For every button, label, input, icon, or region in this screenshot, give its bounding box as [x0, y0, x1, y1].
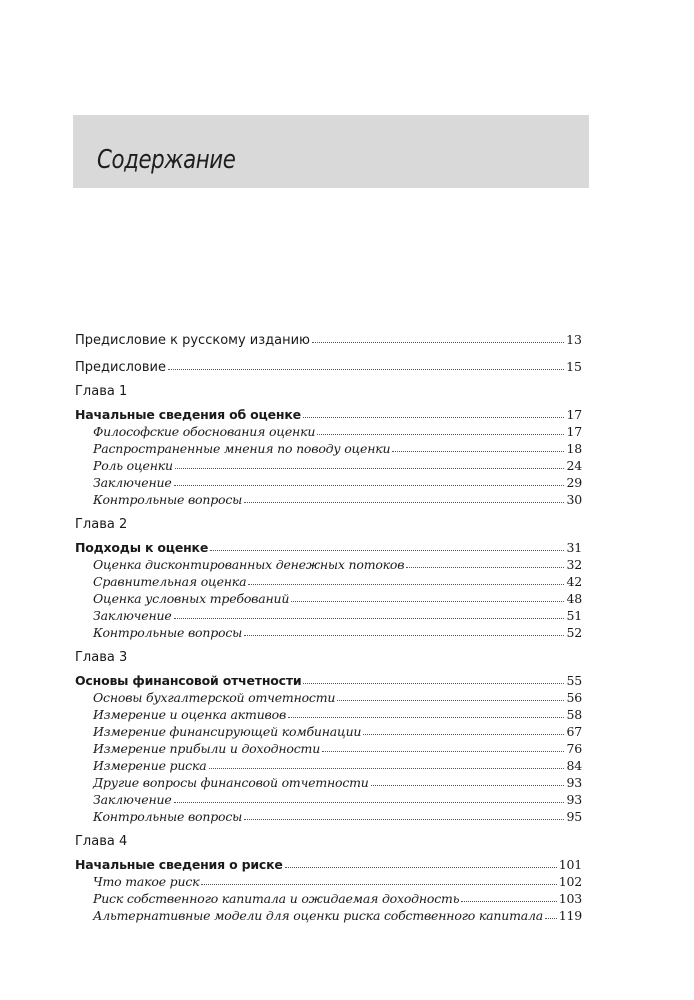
table-of-contents: [75, 330, 582, 925]
chapter-title: [75, 857, 582, 874]
section-entry: [75, 424, 582, 441]
entry-label: Роль оценки: [93, 458, 173, 473]
section-entry: [75, 724, 582, 741]
entry-label: Альтернативные модели для оценки риска собственного капитала: [93, 908, 543, 923]
section-entry: [75, 775, 582, 792]
page-number: 13: [566, 332, 582, 347]
dot-leader: [201, 883, 556, 885]
dot-leader: [363, 733, 564, 735]
dot-leader: [337, 699, 564, 701]
page-number: 17: [566, 407, 582, 422]
page-number: 93: [566, 792, 582, 807]
dot-leader: [392, 450, 564, 452]
entry-label: Измерение прибыли и доходности: [93, 741, 321, 756]
entry-label: Измерение риска: [93, 758, 207, 773]
chapter-block: [75, 517, 582, 642]
section-entry: [75, 574, 582, 591]
chapter-block: [75, 384, 582, 509]
dot-leader: [175, 467, 565, 469]
page-number: 58: [566, 707, 582, 722]
dot-leader: [406, 566, 564, 568]
entry-label: Предисловие: [75, 360, 166, 375]
dot-leader: [303, 682, 564, 684]
chapter-heading: Глава 2: [75, 517, 128, 532]
dot-leader: [244, 634, 564, 636]
page-number: 56: [566, 690, 582, 705]
page-number: 18: [566, 441, 582, 456]
entry-label: Заключение: [93, 608, 172, 623]
section-entry: [75, 908, 582, 925]
section-entry: [75, 557, 582, 574]
section-entry: [75, 874, 582, 891]
chapter-block: [75, 834, 582, 925]
dot-leader: [545, 917, 557, 919]
entry-label: Что такое риск: [93, 874, 200, 889]
entry-label: Риск собственного капитала и ожидаемая доходность: [93, 891, 460, 906]
page-number: 102: [558, 874, 582, 889]
entry-label: Начальные сведения об оценке: [75, 407, 301, 422]
title-band: [73, 115, 589, 188]
chapter-title: [75, 407, 582, 424]
section-entry: [75, 625, 582, 642]
section-entry: [75, 891, 582, 908]
dot-leader: [288, 716, 564, 718]
entry-label: Распространенные мнения по поводу оценки: [93, 441, 391, 456]
entry-label: Контрольные вопросы: [93, 809, 243, 824]
page-number: 95: [566, 809, 582, 824]
page-number: 93: [566, 775, 582, 790]
page-number: 30: [566, 492, 582, 507]
page-number: 67: [566, 724, 582, 739]
page-number: 17: [566, 424, 582, 439]
page-number: 32: [566, 557, 582, 572]
entry-label: Контрольные вопросы: [93, 492, 243, 507]
entry-label: Другие вопросы финансовой отчетности: [93, 775, 369, 790]
dot-leader: [174, 801, 565, 803]
dot-leader: [174, 484, 565, 486]
dot-leader: [303, 416, 565, 418]
entry-label: Заключение: [93, 475, 172, 490]
dot-leader: [291, 600, 564, 602]
page-number: 103: [558, 891, 582, 906]
page-number: 29: [566, 475, 582, 490]
page-number: 76: [566, 741, 582, 756]
section-entry: [75, 475, 582, 492]
page-number: 42: [566, 574, 582, 589]
entry-label: Основы бухгалтерской отчетности: [93, 690, 336, 705]
chapter-heading: Глава 1: [75, 384, 128, 399]
entry-label: Основы финансовой отчетности: [75, 673, 302, 688]
section-entry: [75, 591, 582, 608]
entry-label: Контрольные вопросы: [93, 625, 243, 640]
page-title: Содержание: [97, 145, 236, 175]
dot-leader: [371, 784, 565, 786]
page-number: 55: [566, 673, 582, 688]
dot-leader: [168, 368, 564, 370]
page-number: 119: [558, 908, 582, 923]
toc-entry: [75, 332, 582, 349]
dot-leader: [210, 549, 564, 551]
chapter-heading: Глава 4: [75, 834, 128, 849]
section-entry: [75, 809, 582, 826]
section-entry: [75, 608, 582, 625]
dot-leader: [312, 341, 564, 343]
page-number: 15: [566, 359, 582, 374]
chapter-block: [75, 650, 582, 826]
entry-label: Измерение финансирующей комбинации: [93, 724, 362, 739]
toc-entry: [75, 359, 582, 376]
chapter-heading: Глава 3: [75, 650, 128, 665]
section-entry: [75, 690, 582, 707]
dot-leader: [174, 617, 565, 619]
chapter-title: [75, 540, 582, 557]
dot-leader: [248, 583, 564, 585]
page-number: 84: [566, 758, 582, 773]
dot-leader: [209, 767, 565, 769]
entry-label: Оценка условных требований: [93, 591, 290, 606]
section-entry: [75, 441, 582, 458]
dot-leader: [317, 433, 564, 435]
page-number: 48: [566, 591, 582, 606]
entry-label: Заключение: [93, 792, 172, 807]
entry-label: Сравнительная оценка: [93, 574, 247, 589]
dot-leader: [322, 750, 564, 752]
entry-label: Подходы к оценке: [75, 540, 209, 555]
entry-label: Измерение и оценка активов: [93, 707, 287, 722]
entry-label: Философские обоснования оценки: [93, 424, 316, 439]
section-entry: [75, 707, 582, 724]
page-number: 24: [566, 458, 582, 473]
section-entry: [75, 492, 582, 509]
page-number: 52: [566, 625, 582, 640]
dot-leader: [244, 818, 564, 820]
section-entry: [75, 792, 582, 809]
entry-label: Начальные сведения о риске: [75, 857, 283, 872]
page-number: 31: [566, 540, 582, 555]
section-entry: [75, 758, 582, 775]
dot-leader: [244, 501, 564, 503]
chapter-title: [75, 673, 582, 690]
section-entry: [75, 741, 582, 758]
section-entry: [75, 458, 582, 475]
dot-leader: [285, 866, 557, 868]
entry-label: Предисловие к русскому изданию: [75, 333, 310, 348]
dot-leader: [461, 900, 556, 902]
page-number: 51: [566, 608, 582, 623]
page-number: 101: [558, 857, 582, 872]
entry-label: Оценка дисконтированных денежных потоков: [93, 557, 405, 572]
